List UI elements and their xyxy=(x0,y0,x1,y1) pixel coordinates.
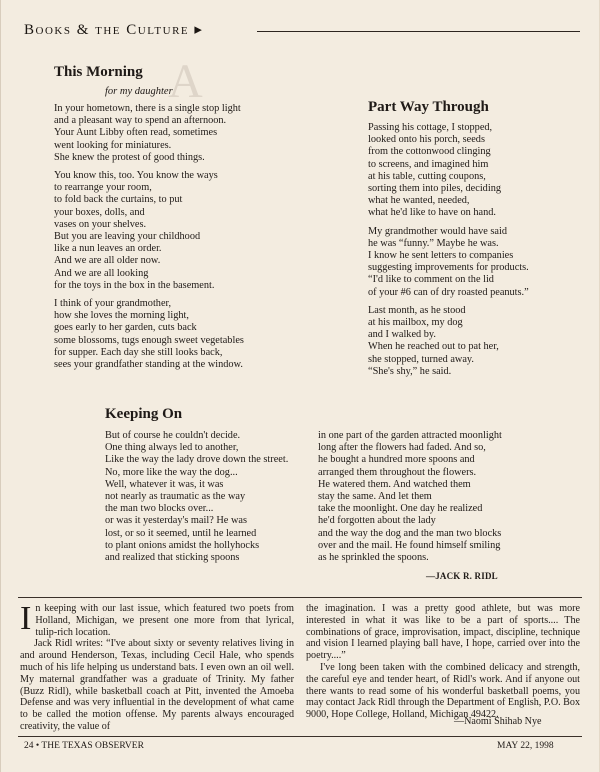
poem-line: sees your grandfather standing at the window. xyxy=(54,359,243,371)
poem-line: suggesting improvements for products. xyxy=(368,262,529,274)
stanza xyxy=(54,298,304,371)
poem-line: Like the way the lady drove down the street. xyxy=(105,454,289,466)
poem-line: over and the mail. He found himself smiling xyxy=(318,539,501,551)
poem-line: she stopped, turned away. xyxy=(368,353,474,365)
bio-text: n keeping with our last issue, which featured two poets from Holland, Michigan, we present one more from that lyrical, tulip-rich location. xyxy=(35,603,294,638)
section-header xyxy=(24,20,580,40)
poem-line: Passing his cottage, I stopped, xyxy=(368,122,493,133)
bio-rule-bottom xyxy=(18,736,582,737)
bio-column-left xyxy=(20,600,294,733)
poem-line: in one part of the garden attracted moonlight xyxy=(318,430,502,441)
poem-line: for supper. Each day she still looks back, xyxy=(54,346,223,358)
footer-date: MAY 22, 1998 xyxy=(497,741,554,751)
poem-line: Your Aunt Libby often read, sometimes xyxy=(54,127,218,139)
bio-paragraph: the imagination. I was a pretty good athlete, but was more interested in what it was like to be a part of sports.... The combinations of grace, improvisation, impact, discipline, technique and vision I learned playing ball have, I hope, carried over into the poetry....” xyxy=(306,603,580,662)
poem-line: In your hometown, there is a single stop light xyxy=(54,103,241,114)
arrow-icon: ▸ xyxy=(194,22,204,38)
poem-line: He watered them. And watched them xyxy=(318,478,471,490)
poem-line: how she loves the morning light, xyxy=(54,310,189,322)
poem-line: he'd forgotten about the lady xyxy=(318,515,436,527)
stanza xyxy=(368,305,578,378)
poem-line: looked onto his porch, seeds xyxy=(368,134,485,146)
bio-paragraph: Jack Ridl writes: “I've about sixty or seventy relatives living in and around Henderson, Texas, including Cecil Hale, who spends much of his life helping us understand bats. I even own an oil well. My maternal grandfather was a graduate of Trinity. My father (Buzz Ridl), while basketball coach at Pitt, invented the Amoeba Defense and was very influential in the development of what came to be called the motion offense. My parents always encouraged creativity, the value of xyxy=(20,638,294,732)
poem-body-keeping-on-right xyxy=(318,430,573,564)
poem-line: I think of your grandmother, xyxy=(54,298,172,310)
poem-line: and realized that sticking spoons xyxy=(105,552,240,564)
poem-line: goes early to her garden, cuts back xyxy=(54,322,197,334)
poem-line: She knew the protest of good things. xyxy=(54,151,205,163)
poem-line: to rearrange your room, xyxy=(54,182,152,194)
poem-line: for the toys in the box in the basement. xyxy=(54,279,215,291)
poem-title-keeping-on: Keeping On xyxy=(105,406,183,422)
poem-line: went looking for miniatures. xyxy=(54,139,172,151)
poet-signature: —JACK R. RIDL xyxy=(426,571,498,581)
poem-line: from the cottonwood clinging xyxy=(368,146,491,158)
poem-line: the man two blocks over... xyxy=(105,503,214,515)
bio-paragraph: I've long been taken with the combined delicacy and strength, the careful eye and tender heart, of Ridl's work. And if anyone out there wants to read some of his wonderful basketball poems, you may contact Jack Ridl through the Department of English, P.O. Box 9000, Hope College, Holland, Michigan 49422. xyxy=(306,661,580,721)
watermark-letter: A xyxy=(168,55,203,108)
poem-line: and the way the dog and the man two blocks xyxy=(318,527,502,539)
poem-line: take the moonlight. One day he realized xyxy=(318,503,483,515)
poem-line: and a pleasant way to spend an afternoon. xyxy=(54,115,227,127)
section-title-text: Books & the Culture xyxy=(24,22,190,38)
poem-line: like a nun leaves an order. xyxy=(54,243,162,255)
poem-line: No, more like the way the dog... xyxy=(105,466,238,478)
bio-rule-top xyxy=(18,597,582,598)
poem-line: vases on your shelves. xyxy=(54,218,147,230)
poem-line: Well, whatever it was, it was xyxy=(105,478,224,490)
poem-line: But you are leaving your childhood xyxy=(54,231,201,243)
poem-line: stay the same. And let them xyxy=(318,491,432,503)
poem-line: he bought a hundred more spoons and xyxy=(318,454,475,466)
stanza xyxy=(54,103,304,164)
poem-line: One thing always led to another, xyxy=(105,442,239,454)
stanza xyxy=(368,122,578,220)
poem-line: “I'd like to comment on the lid xyxy=(368,274,494,286)
footer-folio: 24 • THE TEXAS OBSERVER xyxy=(24,741,144,751)
poem-dedication: for my daughter xyxy=(105,86,173,97)
poem-line: And we are all older now. xyxy=(54,255,161,267)
poem-line: of your #6 can of dry roasted peanuts.” xyxy=(368,286,529,298)
bio-column-right xyxy=(306,603,580,721)
poem-line: to plant onions amidst the hollyhocks xyxy=(105,539,260,551)
poem-line: arranged them throughout the flowers. xyxy=(318,466,477,478)
poem-line: My grandmother would have said xyxy=(368,225,507,237)
poem-line: long after the flowers had faded. And so, xyxy=(318,442,486,454)
poem-body-keeping-on-left xyxy=(105,430,310,564)
poem-line: at his mailbox, my dog xyxy=(368,317,463,329)
poem-line: But of course he couldn't decide. xyxy=(105,430,241,441)
poem-line: at his table, cutting coupons, xyxy=(368,170,486,182)
poem-line: your boxes, dolls, and xyxy=(54,206,145,218)
poem-line: lost, or so it seemed, until he learned xyxy=(105,527,257,539)
bio-paragraph xyxy=(20,600,294,638)
section-title xyxy=(24,20,203,39)
poem-line: You know this, too. You know the ways xyxy=(54,170,218,182)
poem-line: “She's shy,” he said. xyxy=(368,365,452,377)
poem-line: Last month, as he stood xyxy=(368,304,466,316)
stanza xyxy=(54,170,304,292)
poem-line: and I walked by. xyxy=(368,329,436,341)
poem-title-part-way-through: Part Way Through xyxy=(368,99,489,115)
poem-line: to fold back the curtains, to put xyxy=(54,194,183,206)
poem-title-this-morning: This Morning xyxy=(54,64,143,80)
drop-cap: I xyxy=(20,600,32,637)
section-rule xyxy=(257,31,580,32)
poem-body-this-morning xyxy=(54,103,304,377)
poem-line: not nearly as traumatic as the way xyxy=(105,491,246,503)
poem-line: he was “funny.” Maybe he was. xyxy=(368,237,499,249)
poem-line: some blossoms, tugs enough sweet vegetables xyxy=(54,334,244,346)
poem-line: as he sprinkled the spoons. xyxy=(318,552,429,564)
poem-line: And we are all looking xyxy=(54,267,149,279)
bio-credit: —Naomi Shihab Nye xyxy=(454,716,542,727)
poem-body-part-way-through xyxy=(368,122,578,384)
stanza xyxy=(368,226,578,299)
poem-line: what he wanted, needed, xyxy=(368,195,470,207)
poem-line: or was it yesterday's mail? He was xyxy=(105,515,247,527)
poem-line: When he reached out to pat her, xyxy=(368,341,499,353)
poem-line: I know he sent letters to companies xyxy=(368,250,514,262)
poem-line: what he'd like to have on hand. xyxy=(368,207,496,219)
poem-line: to screens, and imagined him xyxy=(368,158,489,170)
poem-line: sorting them into piles, deciding xyxy=(368,183,501,195)
